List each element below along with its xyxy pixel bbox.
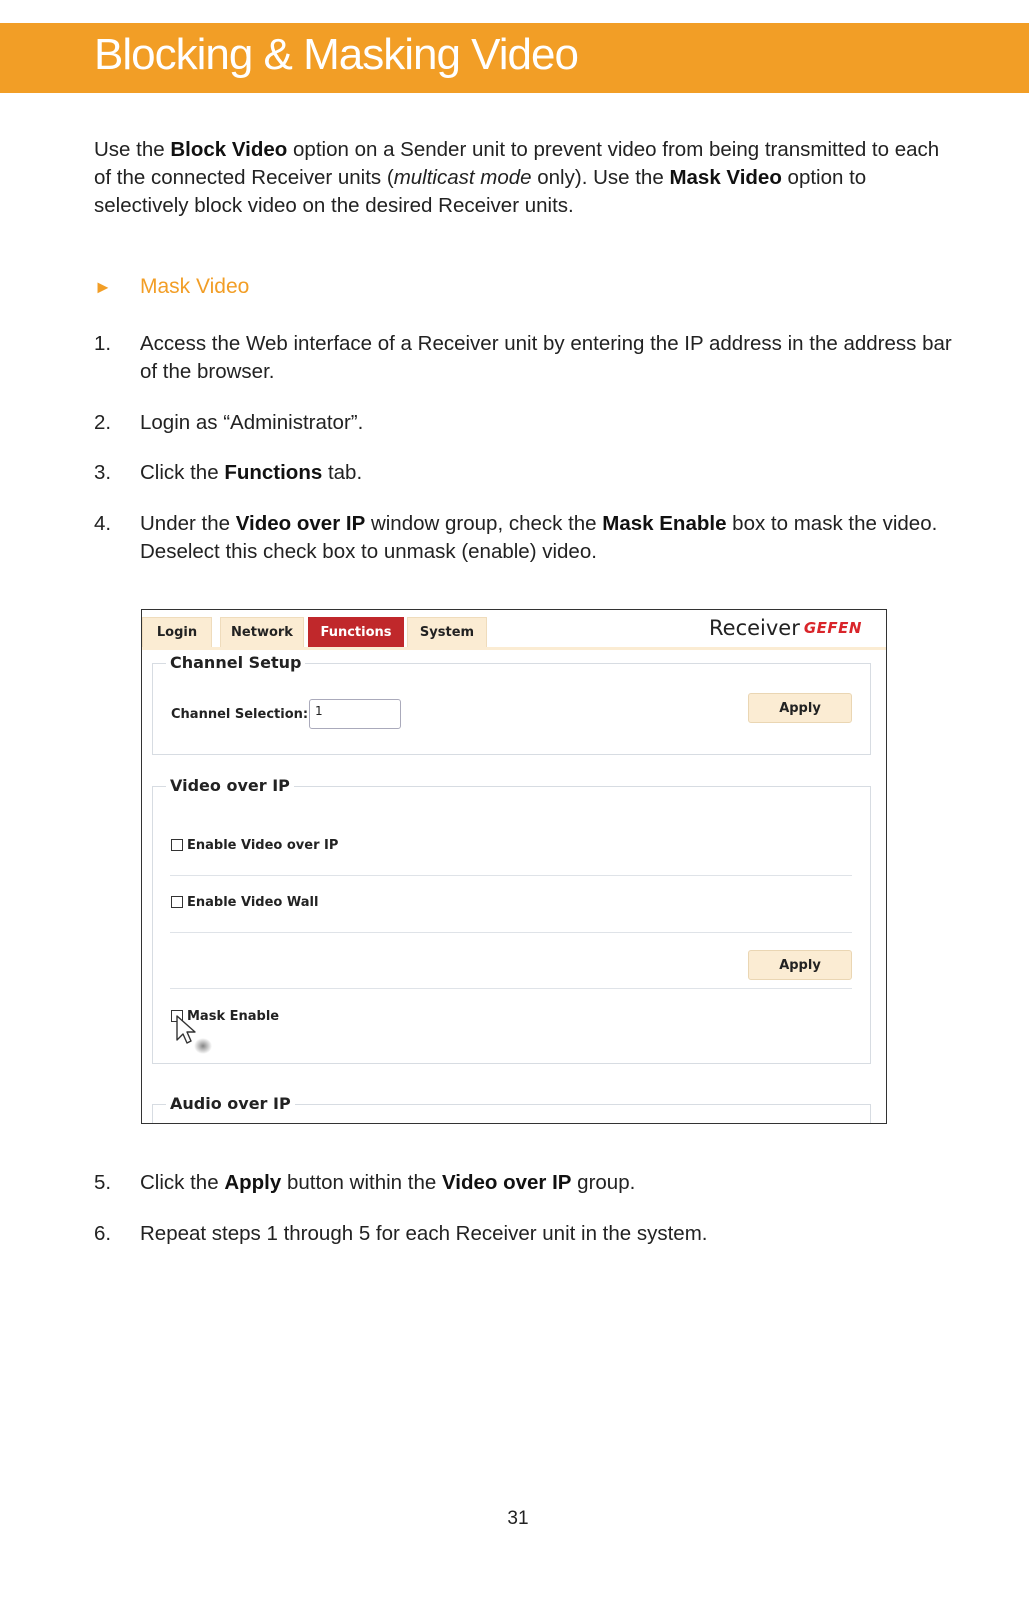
enable-video-wall-checkbox[interactable] — [171, 896, 183, 908]
step-text-part: window group, check the — [365, 512, 603, 535]
step-text-part: Click the — [140, 1171, 225, 1194]
step-text: Login as “Administrator”. — [140, 411, 364, 434]
step-number: 1. — [94, 332, 112, 355]
tab-underline — [142, 647, 886, 650]
step-bold: Mask Enable — [602, 512, 727, 535]
step-item — [94, 1169, 954, 1197]
triangle-arrow-icon: ► — [94, 277, 112, 297]
receiver-web-ui-screenshot — [141, 609, 887, 1124]
step-item — [94, 1220, 954, 1248]
step-text: Access the Web interface of a Receiver unit by entering the IP address in the address bar of the browser. — [140, 332, 952, 383]
step-item — [94, 409, 954, 437]
intro-text: option to selectively block video on the desired Receiver units. — [94, 166, 867, 217]
tab-network[interactable]: Network — [220, 617, 304, 647]
enable-video-wall-label: Enable Video Wall — [187, 895, 319, 910]
step-number: 6. — [94, 1222, 112, 1245]
section-title: Mask Video — [140, 275, 250, 298]
intro-italic-multicast: multicast mode — [393, 166, 532, 189]
step-text-part: group. — [571, 1171, 636, 1194]
intro-bold-mask-video: Mask Video — [669, 166, 782, 189]
step-bold: Functions — [224, 461, 323, 484]
divider — [170, 875, 852, 876]
step-text-part: Under the — [140, 512, 236, 535]
divider — [170, 932, 852, 933]
page-number: 31 — [507, 1508, 529, 1529]
step-text-part: Click the — [140, 461, 225, 484]
channel-setup-legend: Channel Setup — [166, 653, 305, 672]
video-over-ip-legend: Video over IP — [166, 776, 294, 795]
video-over-ip-apply-button[interactable]: Apply — [748, 950, 852, 980]
channel-selection-input[interactable]: 1 — [309, 699, 401, 729]
intro-paragraph — [94, 136, 944, 220]
step-text-part: tab. — [322, 461, 363, 484]
audio-over-ip-legend: Audio over IP — [166, 1094, 295, 1113]
mask-enable-label: Mask Enable — [187, 1009, 280, 1024]
step-bold: Video over IP — [441, 1171, 572, 1194]
step-item — [94, 330, 954, 386]
enable-video-over-ip-label: Enable Video over IP — [187, 838, 339, 853]
brand-area — [709, 616, 862, 640]
step-item — [94, 510, 954, 566]
divider — [170, 988, 852, 989]
tab-system[interactable]: System — [407, 617, 487, 647]
intro-text: option on a Sender unit to prevent video from being transmitted to each of the connected Receiver units ( — [94, 138, 940, 189]
channel-apply-button[interactable]: Apply — [748, 693, 852, 723]
step-item — [94, 459, 954, 487]
step-text — [140, 459, 954, 487]
gefen-logo-icon: GEFEN — [803, 619, 862, 637]
enable-video-over-ip-checkbox[interactable] — [171, 839, 183, 851]
step-number: 2. — [94, 411, 112, 434]
channel-selection-label: Channel Selection: — [171, 707, 309, 722]
step-number: 4. — [94, 512, 112, 535]
intro-bold-block-video: Block Video — [170, 138, 288, 161]
page-title: Blocking & Masking Video — [94, 30, 578, 79]
intro-text: only). Use the — [531, 166, 670, 189]
brand-label: Receiver — [709, 616, 800, 640]
section-heading — [94, 275, 249, 299]
step-number: 5. — [94, 1171, 112, 1194]
step-number: 3. — [94, 461, 112, 484]
step-bold: Apply — [224, 1171, 282, 1194]
tab-login[interactable]: Login — [142, 617, 212, 647]
mouse-cursor-icon — [175, 1014, 215, 1056]
step-text: Repeat steps 1 through 5 for each Receiver unit in the system. — [140, 1222, 708, 1245]
intro-text: Use the — [94, 138, 171, 161]
step-text-part: button within the — [281, 1171, 442, 1194]
step-text-part: box to mask the video. Deselect this check box to unmask (enable) video. — [140, 512, 938, 563]
step-text — [140, 1169, 954, 1197]
step-text — [140, 510, 954, 566]
step-bold: Video over IP — [235, 512, 366, 535]
tab-functions[interactable]: Functions — [308, 617, 404, 647]
